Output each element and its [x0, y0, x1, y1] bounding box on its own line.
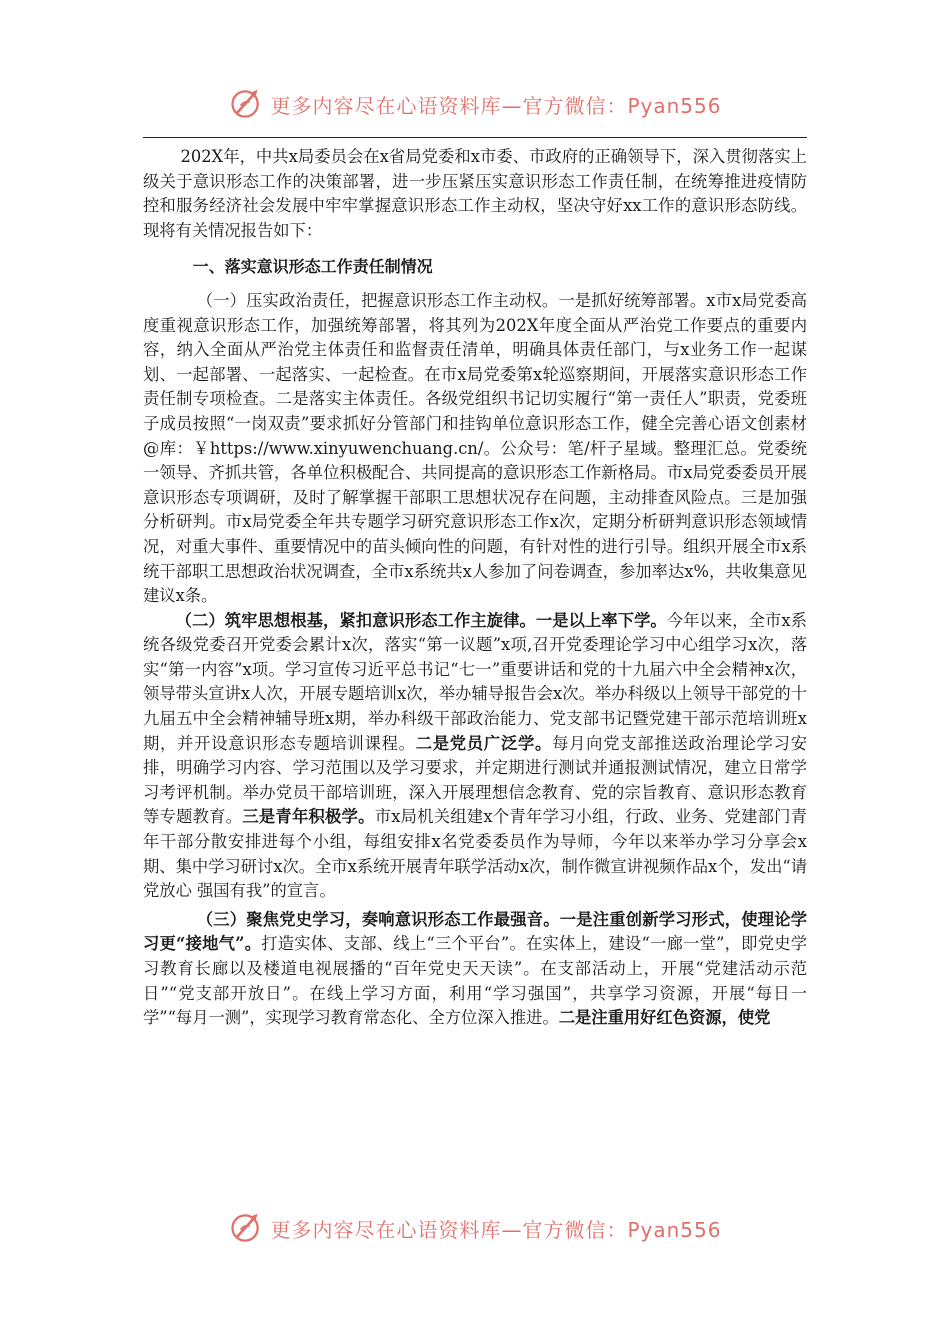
header-watermark [0, 84, 950, 124]
section-2-paragraph [143, 609, 807, 904]
pen-logo-icon [228, 86, 264, 122]
footer-watermark [0, 1208, 950, 1248]
section-2-bold-3: 三是青年积极学。 [242, 807, 375, 827]
intro-paragraph: 202X年，中共x局委员会在x省局党委和x市委、市政府的正确领导下，深入贯彻落实上级关于意识形态工作的决策部署，进一步压紧压实意识形态工作责任制，在统筹推进疫情防控和服务经济社会发展中牢牢掌握意识形态工作主动权，坚决守好xx工作的意识形态防线。现将有关情况报告如下： [143, 147, 807, 240]
header-divider [143, 137, 807, 138]
section-2-text-3: 市x局机关组建x个青年学习小组，行政、业务、党建部门青年干部分散安排进每个小组，每组安排x名党委委员作为导师，今年以来举办学习分享会x期、集中学习研讨x次。全市x系统开展青年联学活动x次，制作微宣讲视频作品x个，发出“请党放心 强国有我”的宣言。 [143, 807, 807, 901]
section-2-bold-2: 二是党员广泛学。 [415, 733, 553, 753]
section-3-text-1: 打造实体、支部、线上“三个平台”。在实体上，建设“一廊一堂”，即党史学习教育长廊以及楼道电视展播的“百年党史天天读”。在支部活动上，开展“党建活动示范日”“党支部开放日”。在线上学习方面，利用“学习强国”，共享学习资源，开展“每日一学”“每月一测”，实现学习教育常态化、全方位深入推进。 [143, 934, 807, 1028]
section-3-lead: （三）聚焦党史学习，奏响意识形态工作最强音。一是注重创新学习形式，使理论学习更“接地气”。 [143, 909, 807, 954]
section-2-text-2: 每月向党支部推送政治理论学习安排，明确学习内容、学习范围以及学习要求，并定期进行测试并通报测试情况，建立日常学习考评机制。举办党员干部培训班，深入开展理想信念教育、党的宗旨教育、意识形态教育等专题教育。 [143, 733, 807, 827]
watermark-text: 更多内容尽在心语资料库—官方微信：Pyan556 [270, 93, 722, 118]
section-3-bold-2: 二是注重用好红色资源，使党 [558, 1008, 771, 1028]
pen-logo-icon [228, 1210, 264, 1246]
section-heading-1: 一、落实意识形态工作责任制情况 [192, 257, 433, 277]
section-2-lead: （二）筑牢思想根基，紧扣意识形态工作主旋律。一是以上率下学。 [175, 610, 667, 630]
watermark-text: 更多内容尽在心语资料库—官方微信：Pyan556 [270, 1217, 722, 1242]
section-3-paragraph [143, 908, 807, 1031]
section-1-paragraph: （一）压实政治责任，把握意识形态工作主动权。一是抓好统筹部署。x市x局党委高度重视意识形态工作，加强统筹部署，将其列为202X年度全面从严治党工作要点的重要内容，纳入全面从严治党主体责任和监督责任清单，明确具体责任部门，与x业务工作一起谋划、一起部署、一起落实、一起检查。在市x局党委第x轮巡察期间，开展落实意识形态工作责任制专项检查。二是落实主体责任。各级党组织书记切实履行“第一责任人”职责，党委班子成员按照“一岗双责”要求抓好分管部门和挂钩单位意识形态工作，健全完善心语文创素材@库：￥https://www.xinyuwenchuang.cn/。公众号：笔/杆子星域。整理汇总。党委统一领导、齐抓共管，各单位积极配合、共同提高的意识形态工作新格局。市x局党委委员开展意识形态专项调研，及时了解掌握干部职工思想状况存在问题，主动排查风险点。三是加强分析研判。市x局党委全年共专题学习研究意识形态工作x次，定期分析研判意识形态领域情况，对重大事件、重要情况中的苗头倾向性的问题，有针对性的进行引导。组织开展全市x系统干部职工思想政治状况调查，全市x系统共x人参加了问卷调查，参加率达x%，共收集意见建议x条。 [143, 290, 807, 606]
section-2-text-1: 今年以来，全市x系统各级党委召开党委会累计x次，落实“第一议题”x项,召开党委理论学习中心组学习x次，落实“第一内容”x项。学习宣传习近平总书记“七一”重要讲话和党的十九届六中全会精神x次，领导带头宣讲x人次，开展专题培训x次，举办辅导报告会x次。举办科级以上领导干部党的十九届五中全会精神辅导班x期，举办科级干部政治能力、党支部书记暨党建干部示范培训班x期，并开设意识形态专题培训课程。 [143, 610, 807, 753]
document-body [143, 145, 807, 1031]
